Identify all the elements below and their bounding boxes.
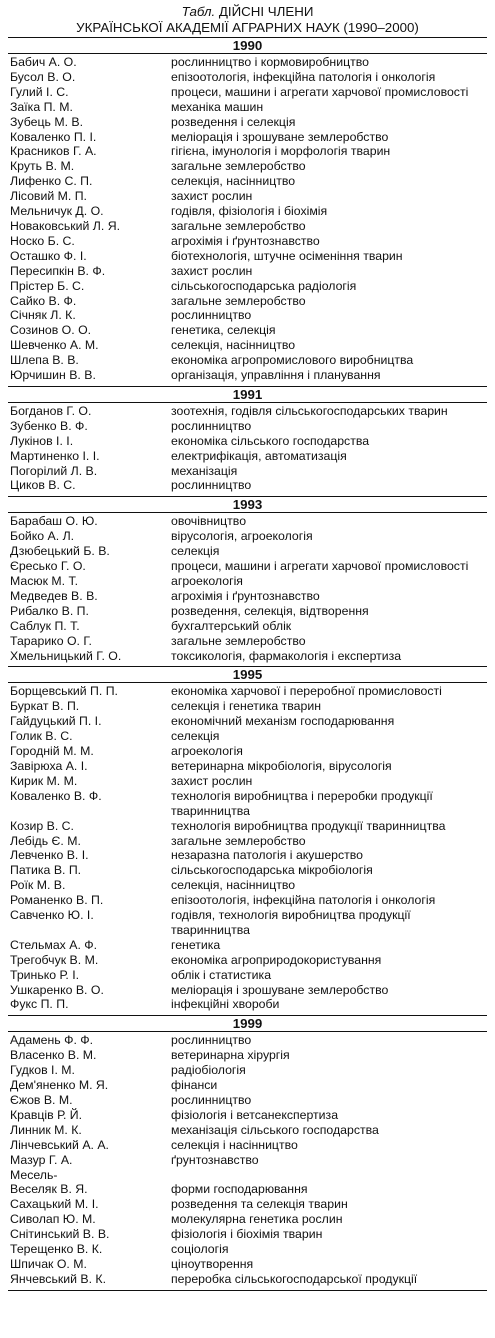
member-name: Саблук П. Т. <box>10 618 80 633</box>
member-name: Гудков І. М. <box>10 1063 75 1078</box>
table-row <box>8 338 487 353</box>
member-name: Носко Б. С. <box>10 233 75 248</box>
table-row <box>8 514 487 529</box>
table-row <box>8 219 487 234</box>
member-name: Тарарико О. Г. <box>10 633 92 648</box>
member-field: ґрунтознавство <box>171 1152 259 1167</box>
table-row <box>8 729 487 744</box>
member-field: епізоотологія, інфекційна патологія і онкологія <box>171 893 436 908</box>
member-field: технологія виробництва продукції тваринництва <box>171 818 446 833</box>
member-field: захист рослин <box>171 773 253 788</box>
table-subtitle: УКРАЇНСЬКОЇ АКАДЕМІЇ АГРАРНИХ НАУК (1990–2000) <box>76 20 419 35</box>
member-name: Заїка П. М. <box>10 99 73 114</box>
member-name: Пересипкін В. Ф. <box>10 263 106 278</box>
table-row <box>8 55 487 70</box>
member-name: Шлепа В. В. <box>10 353 79 368</box>
table-row <box>8 249 487 264</box>
member-field: механізація <box>171 463 238 478</box>
member-field: бухгалтерський облік <box>171 618 292 633</box>
member-field: годівля, фізіологія і біохімія <box>171 204 328 219</box>
table-row <box>8 1168 487 1183</box>
table-row <box>8 848 487 863</box>
member-field: економічний механізм господарювання <box>171 714 395 729</box>
member-field: фінанси <box>171 1078 218 1093</box>
table-row <box>8 634 487 649</box>
member-field: економіка агроприродокористування <box>171 952 382 967</box>
table-label: Табл. <box>181 4 216 19</box>
member-field: агроекологія <box>171 744 243 759</box>
member-field: електрифікація, автоматизація <box>171 448 347 463</box>
member-list <box>8 403 487 496</box>
member-field: економіка харчової і переробної промисловості <box>171 684 442 699</box>
member-field: механізація сільського господарства <box>171 1122 379 1137</box>
member-name: Зубенко В. Ф. <box>10 418 88 433</box>
member-field: організація, управління і планування <box>171 368 381 383</box>
member-field: сільськогосподарська мікробіологія <box>171 863 373 878</box>
member-name: Романенко В. П. <box>10 893 104 908</box>
table-row <box>8 353 487 368</box>
table-row <box>8 1093 487 1108</box>
member-name: Круть В. М. <box>10 159 75 174</box>
table-row <box>8 649 487 664</box>
table-row <box>8 308 487 323</box>
member-name: Бусол В. О. <box>10 69 76 84</box>
table-row <box>8 604 487 619</box>
member-name: Тринько Р. І. <box>10 967 80 982</box>
table-row <box>8 789 487 819</box>
table-row <box>8 1272 487 1287</box>
member-field: рослинництво <box>171 1033 252 1048</box>
member-name: Січняк Л. К. <box>10 308 76 323</box>
member-field: ветеринарна мікробіологія, вірусологія <box>171 758 392 773</box>
table-row <box>8 1048 487 1063</box>
year-section <box>8 666 487 1015</box>
member-name: Єжов В. М. <box>10 1093 73 1107</box>
table-row <box>8 264 487 279</box>
table-row <box>8 1182 487 1197</box>
member-name: Янчевський В. К. <box>10 1271 107 1286</box>
member-field: загальне землеробство <box>171 633 306 648</box>
member-name: Шпичак О. М. <box>10 1256 87 1271</box>
member-name: Барабаш О. Ю. <box>10 514 98 529</box>
year-heading: 1999 <box>8 1016 487 1032</box>
table-row <box>8 834 487 849</box>
member-field: овочівництво <box>171 514 247 529</box>
member-name: Медведев В. В. <box>10 588 98 603</box>
year-section <box>8 496 487 666</box>
year-section <box>8 386 487 496</box>
member-field: селекція і генетика тварин <box>171 699 322 714</box>
member-field: рослинництво і кормовиробництво <box>171 55 369 69</box>
member-name: Дзюбецький Б. В. <box>10 544 110 559</box>
table-row <box>8 449 487 464</box>
table-row <box>8 997 487 1012</box>
member-field: радіобіологія <box>171 1063 246 1078</box>
table-row <box>8 1108 487 1123</box>
member-field: форми господарювання <box>171 1182 308 1197</box>
member-field: епізоотологія, інфекційна патологія і онкологія <box>171 69 436 84</box>
member-name: Голик В. С. <box>10 729 73 744</box>
member-field: генетика, селекція <box>171 323 276 338</box>
table-row <box>8 130 487 145</box>
member-list <box>8 513 487 666</box>
member-field: агрохімія і ґрунтознавство <box>171 588 320 603</box>
member-name: Шевченко А. М. <box>10 338 99 353</box>
member-field: економіка сільського господарства <box>171 433 370 448</box>
member-field: захист рослин <box>171 263 253 278</box>
member-name: Снітинський В. В. <box>10 1227 110 1242</box>
table-row <box>8 464 487 479</box>
table-bottom-rule <box>8 1290 487 1291</box>
member-name: Роїк М. В. <box>10 878 66 893</box>
table-row <box>8 70 487 85</box>
member-field: механіка машин <box>171 99 264 114</box>
member-field: генетика <box>171 937 221 952</box>
member-name: Мельничук Д. О. <box>10 204 104 219</box>
table-row <box>8 1227 487 1242</box>
member-field: селекція, насінництво <box>171 174 296 189</box>
member-field: ветеринарна хірургія <box>171 1048 290 1063</box>
table-row <box>8 968 487 983</box>
member-name: Терещенко В. К. <box>10 1242 103 1257</box>
table-row <box>8 279 487 294</box>
table-row <box>8 938 487 953</box>
member-name: Зубець М. В. <box>10 114 84 129</box>
member-field: процеси, машини і агрегати харчової промисловості <box>171 84 469 99</box>
table-row <box>8 589 487 604</box>
member-field: незаразна патологія і акушерство <box>171 848 364 863</box>
member-field: вірусологія, агроекологія <box>171 529 313 544</box>
table-row <box>8 1033 487 1048</box>
table-row <box>8 863 487 878</box>
member-field: молекулярна генетика рослин <box>171 1212 343 1227</box>
member-field: фізіологія і ветсанекспертиза <box>171 1107 339 1122</box>
member-name: Стельмах А. Ф. <box>10 937 98 952</box>
member-name: Патика В. П. <box>10 863 82 878</box>
member-name: Созинов О. О. <box>10 323 92 338</box>
member-field <box>171 1168 487 1183</box>
table-row <box>8 1078 487 1093</box>
member-list <box>8 683 487 1015</box>
table-row <box>8 1197 487 1212</box>
member-field: загальне землеробство <box>171 833 306 848</box>
member-field: розведення та селекція тварин <box>171 1197 348 1212</box>
member-name: Юрчишин В. В. <box>10 368 96 383</box>
table-row <box>8 404 487 419</box>
table-row <box>8 684 487 699</box>
year-heading: 1995 <box>8 667 487 683</box>
table-row <box>8 1138 487 1153</box>
table-row <box>8 699 487 714</box>
table-row <box>8 144 487 159</box>
table-row <box>8 1123 487 1138</box>
table-row <box>8 294 487 309</box>
year-heading: 1991 <box>8 387 487 403</box>
member-name: Ушкаренко В. О. <box>10 982 104 997</box>
member-name: Мазур Г. А. <box>10 1152 73 1167</box>
year-heading: 1990 <box>8 38 487 54</box>
member-name: Кравців Р. Й. <box>10 1107 83 1122</box>
table-row <box>8 1242 487 1257</box>
member-name: Сахацький М. І. <box>10 1197 99 1212</box>
table-row <box>8 323 487 338</box>
table-row <box>8 368 487 383</box>
table-row <box>8 908 487 938</box>
member-name: Дем'яненко М. Я. <box>10 1078 109 1093</box>
table-row <box>8 434 487 449</box>
member-name: Месель- <box>10 1167 58 1182</box>
member-field: селекція, насінництво <box>171 338 296 353</box>
member-field: інфекційні хвороби <box>171 997 280 1012</box>
member-field: загальне землеробство <box>171 159 306 174</box>
member-name: Коваленко П. І. <box>10 129 97 144</box>
member-name: Савченко Ю. І. <box>10 908 94 923</box>
member-field: технологія виробництва і переробки продукції тваринництва <box>171 788 433 818</box>
year-section <box>8 1015 487 1289</box>
member-name: Линник М. К. <box>10 1122 82 1137</box>
member-field: сільськогосподарська радіологія <box>171 278 357 293</box>
table-row <box>8 529 487 544</box>
member-field: токсикологія, фармакологія і експертиза <box>171 648 402 663</box>
member-field: меліорація і зрошуване землеробство <box>171 982 389 997</box>
member-field: загальне землеробство <box>171 293 306 308</box>
member-name: Лукінов І. І. <box>10 433 74 448</box>
member-name: Новаковський Л. Я. <box>10 218 120 233</box>
year-heading: 1993 <box>8 497 487 513</box>
member-field: переробка сільськогосподарської продукції <box>171 1271 418 1286</box>
member-field: селекція і насінництво <box>171 1137 298 1152</box>
member-field: рослинництво <box>171 1093 252 1107</box>
member-name: Красников Г. А. <box>10 144 97 159</box>
table-title <box>8 4 487 20</box>
member-name: Городній М. М. <box>10 744 94 759</box>
table-row <box>8 774 487 789</box>
member-field: гігієна, імунологія і морфологія тварин <box>171 144 391 159</box>
member-name: Сайко В. Ф. <box>10 293 77 308</box>
member-name: Масюк М. Т. <box>10 574 79 588</box>
table-row <box>8 159 487 174</box>
member-field: економіка агропромислового виробництва <box>171 353 414 368</box>
member-field: процеси, машини і агрегати харчової промисловості <box>171 559 469 574</box>
table-row <box>8 744 487 759</box>
member-field: агроекологія <box>171 574 243 588</box>
member-field: рослинництво <box>171 478 252 493</box>
table-row <box>8 544 487 559</box>
member-name: Власенко В. М. <box>10 1048 97 1063</box>
member-name: Осташко Ф. І. <box>10 248 87 263</box>
table-row <box>8 983 487 998</box>
member-field: селекція, насінництво <box>171 878 296 893</box>
member-field: агрохімія і ґрунтознавство <box>171 233 320 248</box>
member-name: Кирик М. М. <box>10 773 78 788</box>
member-name: Веселяк В. Я. <box>10 1182 88 1197</box>
member-name: Єресько Г. О. <box>10 559 86 574</box>
member-name: Гайдуцький П. І. <box>10 714 102 729</box>
member-field: загальне землеробство <box>171 218 306 233</box>
member-field: селекція <box>171 729 220 744</box>
table-title-text: ДІЙСНІ ЧЛЕНИ <box>218 4 314 19</box>
member-name: Рибалко В. П. <box>10 603 89 618</box>
member-name: Трегобчук В. М. <box>10 952 99 967</box>
member-field: меліорація і зрошуване землеробство <box>171 129 389 144</box>
member-field: годівля, технологія виробництва продукції тваринництва <box>171 908 411 937</box>
member-field: селекція <box>171 544 220 559</box>
member-field: захист рослин <box>171 189 253 204</box>
member-field: біотехнологія, штучне осіменіння тварин <box>171 248 403 263</box>
member-name: Лінчевський А. А. <box>10 1137 109 1152</box>
table-row <box>8 1257 487 1272</box>
table-row <box>8 574 487 589</box>
member-field: рослинництво <box>171 308 252 323</box>
member-name: Сиволап Ю. М. <box>10 1212 96 1227</box>
member-name: Завірюха А. І. <box>10 758 88 773</box>
member-name: Борщевський П. П. <box>10 684 118 699</box>
member-field: розведення і селекція <box>171 114 296 129</box>
member-field: зоотехнія, годівля сільськогосподарських тварин <box>171 403 448 418</box>
table-row <box>8 419 487 434</box>
table-row <box>8 1153 487 1168</box>
table-row <box>8 619 487 634</box>
table-row <box>8 893 487 908</box>
member-name: Бойко А. Л. <box>10 529 75 544</box>
table-row <box>8 878 487 893</box>
member-field: ціноутворення <box>171 1256 254 1271</box>
table-row <box>8 1212 487 1227</box>
table-row <box>8 759 487 774</box>
member-name: Погорілий Л. В. <box>10 463 98 478</box>
year-section <box>8 37 487 386</box>
members-table <box>8 37 487 1290</box>
member-name: Прістер Б. С. <box>10 278 85 293</box>
member-name: Лебідь Є. М. <box>10 833 81 848</box>
table-row <box>8 115 487 130</box>
table-row <box>8 204 487 219</box>
member-name: Козир В. С. <box>10 818 74 833</box>
member-name: Гулий І. С. <box>10 84 69 99</box>
table-row <box>8 189 487 204</box>
member-name: Лифенко С. П. <box>10 174 93 189</box>
member-field: облік і статистика <box>171 967 272 982</box>
member-name: Фукс П. П. <box>10 997 69 1012</box>
table-row <box>8 1063 487 1078</box>
member-name: Буркат В. П. <box>10 699 80 714</box>
table-row <box>8 234 487 249</box>
member-name: Коваленко В. Ф. <box>10 788 102 803</box>
member-name: Циков В. С. <box>10 478 76 493</box>
table-row <box>8 478 487 493</box>
member-list <box>8 1032 487 1289</box>
table-row <box>8 174 487 189</box>
member-list <box>8 54 487 386</box>
table-row <box>8 819 487 834</box>
member-field: фізіологія і біохімія тварин <box>171 1227 323 1242</box>
member-name: Левченко В. І. <box>10 848 89 863</box>
member-field: соціологія <box>171 1242 229 1257</box>
member-field: розведення, селекція, відтворення <box>171 603 369 618</box>
member-name: Хмельницький Г. О. <box>10 648 122 663</box>
table-row <box>8 559 487 574</box>
member-name: Богданов Г. О. <box>10 403 92 418</box>
member-name: Мартиненко І. І. <box>10 448 100 463</box>
member-name: Бабич А. О. <box>10 55 77 69</box>
table-row <box>8 714 487 729</box>
table-row <box>8 953 487 968</box>
member-name: Адамень Ф. Ф. <box>10 1033 94 1048</box>
table-row <box>8 85 487 100</box>
table-row <box>8 100 487 115</box>
member-name: Лісовий М. П. <box>10 189 87 204</box>
member-field: рослинництво <box>171 418 252 433</box>
